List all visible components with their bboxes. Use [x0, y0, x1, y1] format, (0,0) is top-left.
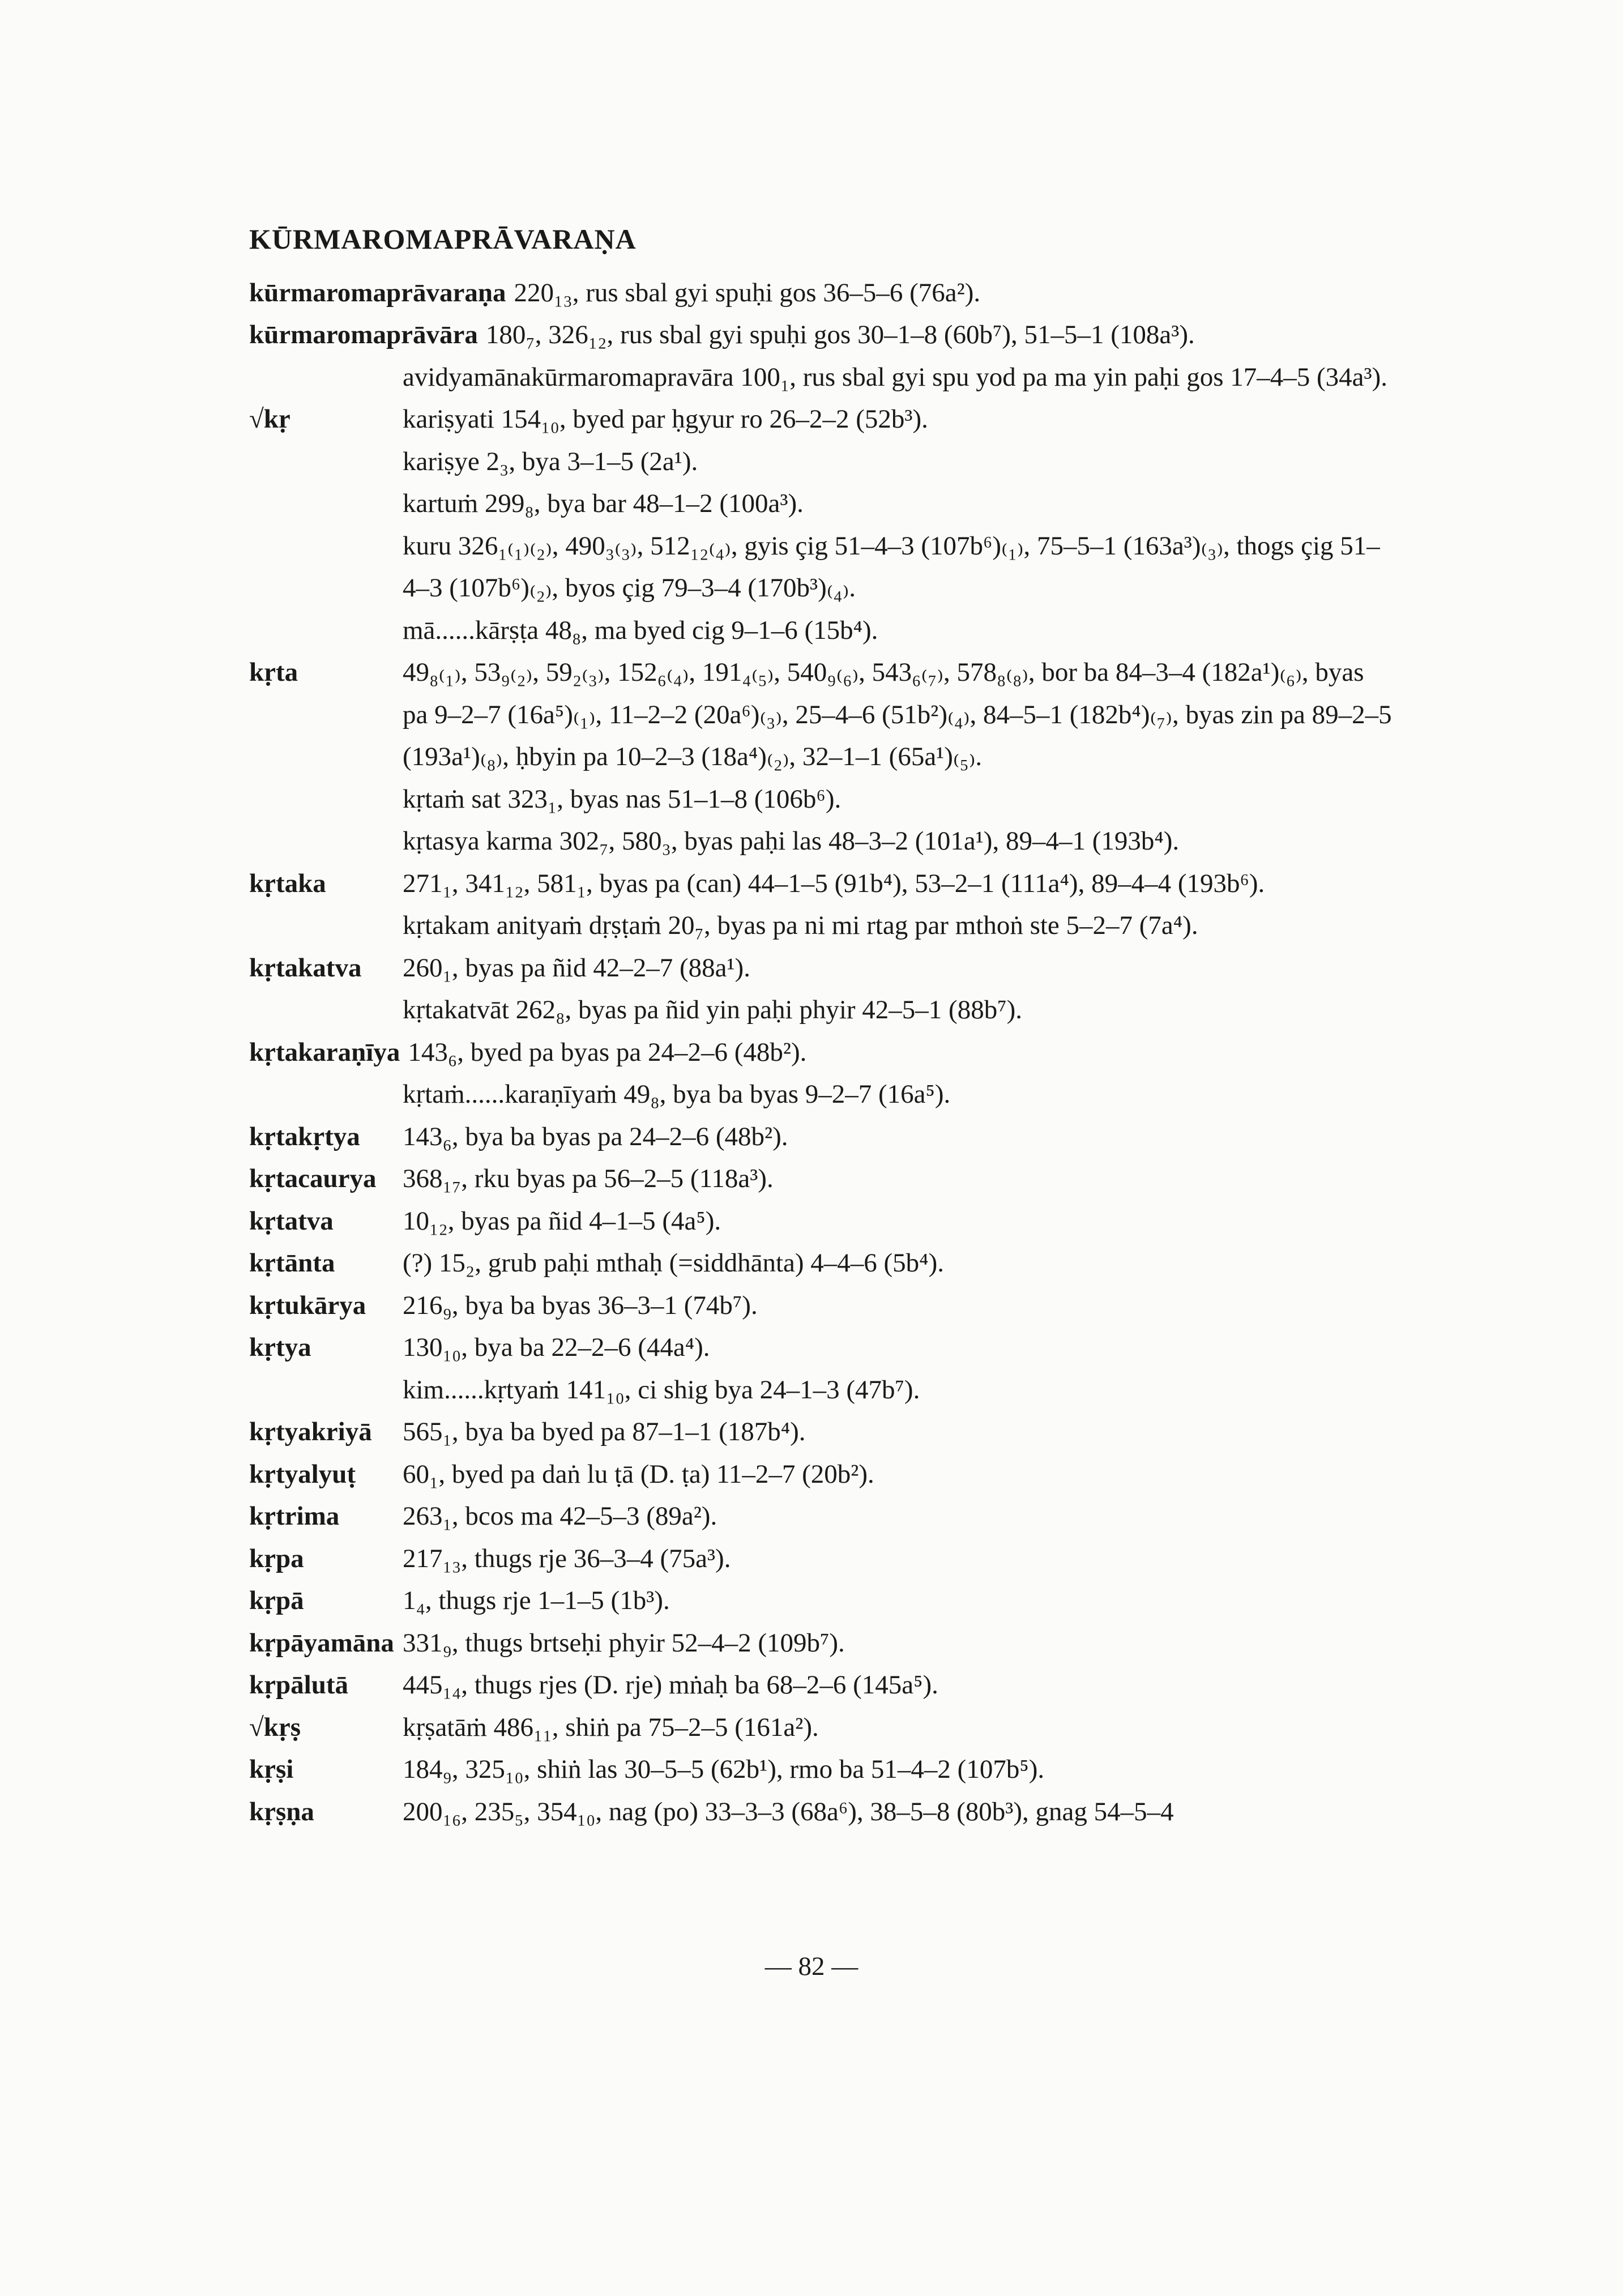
entry-text: 130₁₀, bya ba 22–2–6 (44a⁴). — [403, 1333, 710, 1362]
entry — [249, 1538, 1393, 1580]
headword: kṛtatva — [249, 1206, 334, 1236]
entry-text: 180₇, 326₁₂, rus sbal gyi spuḥi gos 30–1–8 (60b⁷), 51–5–1 (108a³). — [485, 320, 1195, 349]
entry — [249, 1031, 1393, 1074]
entry-text: kṛtaṁ sat 323₁, byas nas 51–1–8 (106b⁶). — [403, 784, 842, 814]
entry-text: 143₆, bya ba byas pa 24–2–6 (48b²). — [403, 1121, 788, 1151]
entry-text: 565₁, bya ba byed pa 87–1–1 (187b⁴). — [403, 1417, 806, 1446]
entry — [249, 1116, 1393, 1158]
headword: √kṛṣ — [249, 1712, 301, 1742]
headword: kṛta — [249, 658, 298, 687]
page-header: KŪRMAROMAPRĀVARAṆA — [249, 223, 637, 255]
entry — [249, 947, 1393, 989]
entry-text: kartuṁ 299₈, bya bar 48–1–2 (100a³). — [403, 489, 804, 518]
entry-text: 143₆, byed pa byas pa 24–2–6 (48b²). — [408, 1037, 807, 1067]
headword: kṛtyalyuṭ — [249, 1459, 356, 1489]
headword: √kṛ — [249, 404, 291, 434]
entry-text: kariṣye 2₃, bya 3–1–5 (2a¹). — [403, 446, 698, 476]
entry-text: (?) 15₂, grub paḥi mthaḥ (=siddhānta) 4–4–6 (5b⁴). — [403, 1248, 944, 1278]
headword: kṛtacaurya — [249, 1164, 377, 1193]
entry-text: kṛtasya karma 302₇, 580₃, byas paḥi las 48–3–2 (101a¹), 89–4–1 (193b⁴). — [403, 826, 1180, 856]
entry — [249, 272, 1393, 314]
entry-text: 1₄, thugs rje 1–1–5 (1b³). — [403, 1586, 670, 1615]
entry — [249, 1748, 1393, 1791]
sub-entry — [249, 904, 1393, 947]
entry-text: kṛtakam anityaṁ dṛṣṭaṁ 20₇, byas pa ni mi rtag par mthoṅ ste 5–2–7 (7a⁴). — [403, 911, 1198, 940]
sub-entry — [249, 989, 1393, 1031]
entry — [249, 863, 1393, 905]
entry — [249, 1200, 1393, 1243]
headword: kṛpa — [249, 1543, 304, 1573]
entries-list — [249, 272, 1393, 1833]
sub-entry — [249, 356, 1393, 399]
entry — [249, 1453, 1393, 1496]
entry-text: 220₁₃, rus sbal gyi spuḥi gos 36–5–6 (76a²). — [514, 278, 981, 308]
entry-text: 445₁₄, thugs rjes (D. rje) mṅaḥ ba 68–2–6 (145a⁵). — [403, 1670, 938, 1700]
entry-text: 200₁₆, 235₅, 354₁₀, nag (po) 33–3–3 (68a⁶), 38–5–8 (80b³), gnag 54–5–4 — [403, 1796, 1174, 1826]
headword: kūrmaromaprāvaraṇa — [249, 278, 506, 308]
headword: kṛtakṛtya — [249, 1121, 360, 1151]
entry-text: 271₁, 341₁₂, 581₁, byas pa (can) 44–1–5 (91b⁴), 53–2–1 (111a⁴), 89–4–4 (193b⁶). — [403, 868, 1265, 898]
headword: kṛtakatva — [249, 953, 362, 983]
entry-text: kim......kṛtyaṁ 141₁₀, ci shig bya 24–1–3 (47b⁷). — [403, 1375, 920, 1405]
entry — [249, 1284, 1393, 1327]
headword: kṛtukārya — [249, 1290, 366, 1320]
entry — [249, 1580, 1393, 1622]
entry — [249, 1242, 1393, 1284]
sub-entry — [249, 778, 1393, 821]
entry-text: avidyamānakūrmaromapravāra 100₁, rus sbal gyi spu yod pa ma yin paḥi gos 17–4–5 (34a³). — [403, 362, 1388, 392]
page-number: — 82 — — [764, 1952, 859, 1981]
entry — [249, 651, 1393, 778]
entry-text: 217₁₃, thugs rje 36–3–4 (75a³). — [403, 1543, 731, 1573]
entry-text: 49₈₍₁₎, 53₉₍₂₎, 59₂₍₃₎, 152₆₍₄₎, 191₄₍₅₎, 540₉₍₆₎, 543₆₍₇₎, 578₈₍₈₎, bor ba 84–3–4 (182a¹)₍₆₎, byas pa 9–2–7 (16a⁵)₍₁₎, 11–2–2 (20a⁶)₍₃₎, 25–4–6 (51b²)₍₄₎, 84–5–1 (182b⁴)₍₇₎, byas zin pa 89–2–5 (193a¹)₍₈₎, ḥbyin pa 10–2–3 (18a⁴)₍₂₎, 32–1–1 (65a¹)₍₅₎. — [403, 658, 1392, 771]
entry — [249, 1706, 1393, 1749]
sub-entry — [249, 1073, 1393, 1116]
entry-text: 216₉, bya ba byas 36–3–1 (74b⁷). — [403, 1290, 758, 1320]
sub-entry — [249, 1369, 1393, 1411]
headword: kṛṣi — [249, 1755, 294, 1784]
headword: kṛtānta — [249, 1248, 335, 1278]
headword: kṛtaka — [249, 868, 326, 898]
sub-entry — [249, 441, 1393, 483]
entry-text: 331₉, thugs brtseḥi phyir 52–4–2 (109b⁷). — [403, 1628, 845, 1658]
entry-text: kariṣyati 154₁₀, byed par ḥgyur ro 26–2–2 (52b³). — [403, 404, 928, 434]
entry-text: mā......kārṣṭa 48₈, ma byed cig 9–1–6 (15b⁴). — [403, 615, 878, 645]
sub-entry — [249, 609, 1393, 652]
headword: kṛpā — [249, 1586, 304, 1615]
headword: kṛtya — [249, 1333, 311, 1362]
sub-entry — [249, 820, 1393, 863]
headword: kṛtrima — [249, 1501, 340, 1531]
entry — [249, 314, 1393, 356]
entry-text: kṛtaṁ......karaṇīyaṁ 49₈, bya ba byas 9–2–7 (16a⁵). — [403, 1079, 951, 1109]
entry-text: 184₉, 325₁₀, shiṅ las 30–5–5 (62b¹), rmo ba 51–4–2 (107b⁵). — [403, 1755, 1045, 1784]
entry — [249, 1495, 1393, 1538]
entry-text: kṛtakatvāt 262₈, byas pa ñid yin paḥi phyir 42–5–1 (88b⁷). — [403, 995, 1022, 1025]
entry — [249, 1622, 1393, 1665]
entry-text: 60₁, byed pa daṅ lu ṭā (D. ṭa) 11–2–7 (20b²). — [403, 1459, 874, 1489]
entry — [249, 1326, 1393, 1369]
headword: kūrmaromaprāvāra — [249, 320, 478, 349]
entry — [249, 1791, 1393, 1833]
sub-entry — [249, 525, 1393, 609]
entry-text: 260₁, byas pa ñid 42–2–7 (88a¹). — [403, 953, 750, 983]
entry — [249, 1664, 1393, 1706]
dictionary-page — [249, 218, 1393, 1833]
headword: kṛṣṇa — [249, 1796, 314, 1826]
entry-text: kuru 326₁₍₁₎₍₂₎, 490₃₍₃₎, 512₁₂₍₄₎, gyis çig 51–4–3 (107b⁶)₍₁₎, 75–5–1 (163a³)₍₃₎, thogs çig 51–4–3 (107b⁶)₍₂₎, byos çig 79–3–4 (170b³)₍₄₎. — [403, 531, 1380, 603]
entry — [249, 1158, 1393, 1200]
headword: kṛtakaraṇīya — [249, 1037, 400, 1067]
entry — [249, 1411, 1393, 1453]
entry-text: 368₁₇, rku byas pa 56–2–5 (118a³). — [403, 1164, 774, 1193]
headword: kṛpālutā — [249, 1670, 348, 1700]
headword: kṛpāyamāna — [249, 1628, 394, 1658]
entry-text: 10₁₂, byas pa ñid 4–1–5 (4a⁵). — [403, 1206, 721, 1236]
entry-text: 263₁, bcos ma 42–5–3 (89a²). — [403, 1501, 717, 1531]
headword: kṛtyakriyā — [249, 1417, 372, 1446]
entry — [249, 398, 1393, 441]
entry-text: kṛṣatāṁ 486₁₁, shiṅ pa 75–2–5 (161a²). — [403, 1712, 819, 1742]
sub-entry — [249, 483, 1393, 525]
